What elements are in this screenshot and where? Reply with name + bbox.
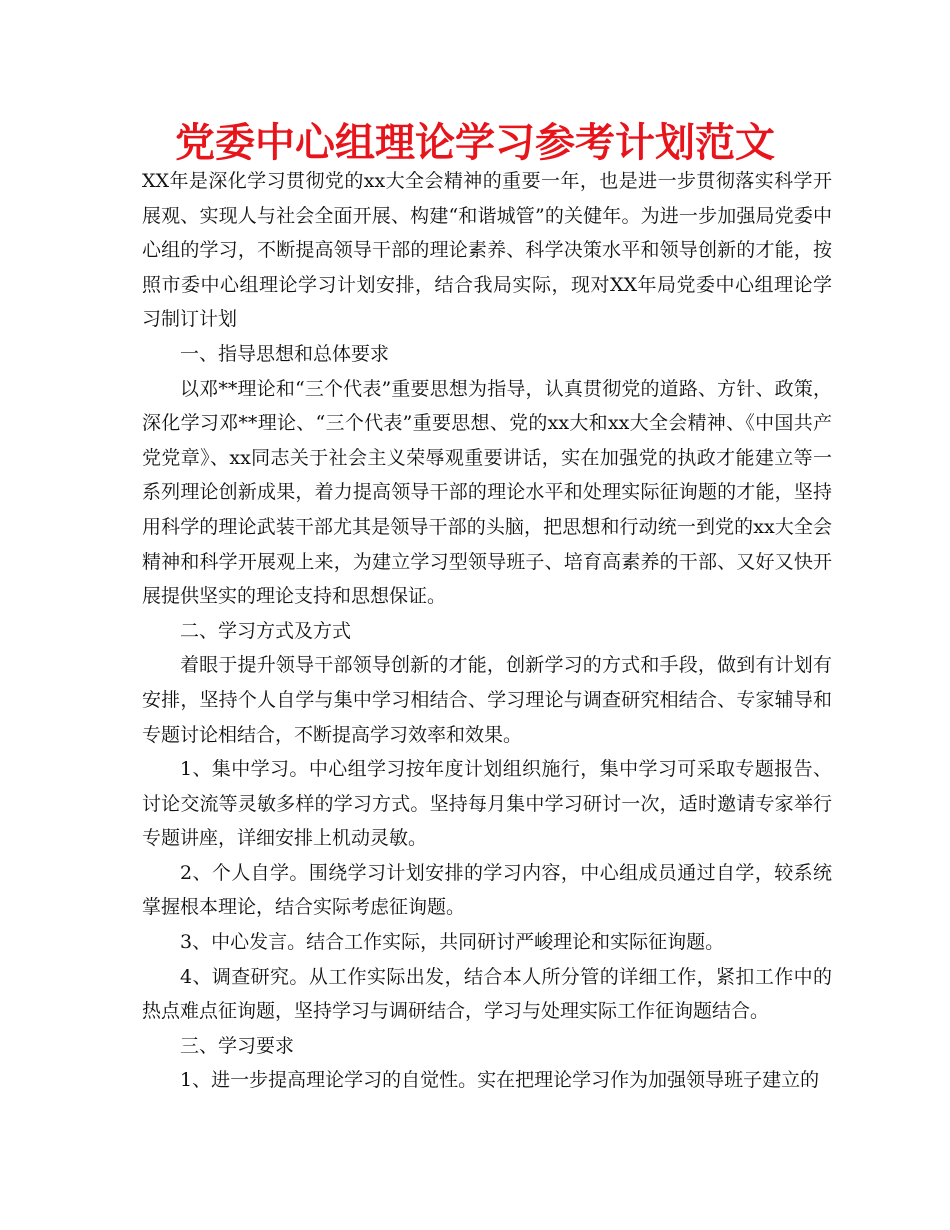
- paragraph: 4、调查研究。从工作实际出发，结合本人所分管的详细工作，紧扣工作中的热点难点征询题，坚持学习与调研结合，学习与处理实际工作征询题结合。: [142, 965, 832, 1023]
- paragraph: 3、中心发言。结合工作实际，共同研讨严峻理论和实际征询题。: [180, 931, 725, 954]
- paragraph: 1、集中学习。中心组学习按年度计划组织施行，集中学习可采取专题报告、讨论交流等灵敏多样的学习方式。坚持每月集中学习研讨一次，适时邀请专家举行专题讲座，详细安排上机动灵敏。: [142, 758, 832, 850]
- document-body: [142, 164, 832, 1098]
- paragraph: 三、学习要求: [180, 1034, 295, 1057]
- paragraph: 以邓**理论和“三个代表”重要思想为指导，认真贯彻党的道路、方针、政策，深化学习邓**理论、“三个代表”重要思想、党的xx大和xx大全会精神、《中国共产党党章》、xx同志关于社会主义荣辱观重要讲话，实在加强党的执政才能建立等一系列理论创新成果，着力提高领导干部的理论水平和处理实际征询题的才能，坚持用科学的理论武装干部尤其是领导干部的头脑，把思想和行动统一到党的xx大全会精神和科学开展观上来，为建立学习型领导班子、培育高素养的干部、又好又快开展提供坚实的理论支持和思想保证。: [142, 377, 832, 608]
- paragraph: 1、进一步提高理论学习的自觉性。实在把理论学习作为加强领导班子建立的: [180, 1069, 820, 1092]
- paragraph: 一、指导思想和总体要求: [180, 342, 390, 365]
- paragraph: 2、个人自学。围绕学习计划安排的学习内容，中心组成员通过自学，较系统掌握根本理论，结合实际考虑征询题。: [142, 861, 832, 919]
- paragraph: 着眼于提升领导干部领导创新的才能，创新学习的方式和手段，做到有计划有安排，坚持个人自学与集中学习相结合、学习理论与调查研究相结合、专家辅导和专题讨论相结合，不断提高学习效率和效果。: [142, 654, 832, 746]
- document-title: 党委中心组理论学习参考计划范文: [175, 120, 775, 166]
- paragraph: XX年是深化学习贯彻党的xx大全会精神的重要一年，也是进一步贯彻落实科学开展观、实现人与社会全面开展、构建“和谐城管”的关健年。为进一步加强局党委中心组的学习，不断提高领导干部的理论素养、科学决策水平和领导创新的才能，按照市委中心组理论学习计划安排，结合我局实际，现对XX年局党委中心组理论学习制订计划: [142, 170, 832, 331]
- paragraph: 二、学习方式及方式: [180, 619, 352, 642]
